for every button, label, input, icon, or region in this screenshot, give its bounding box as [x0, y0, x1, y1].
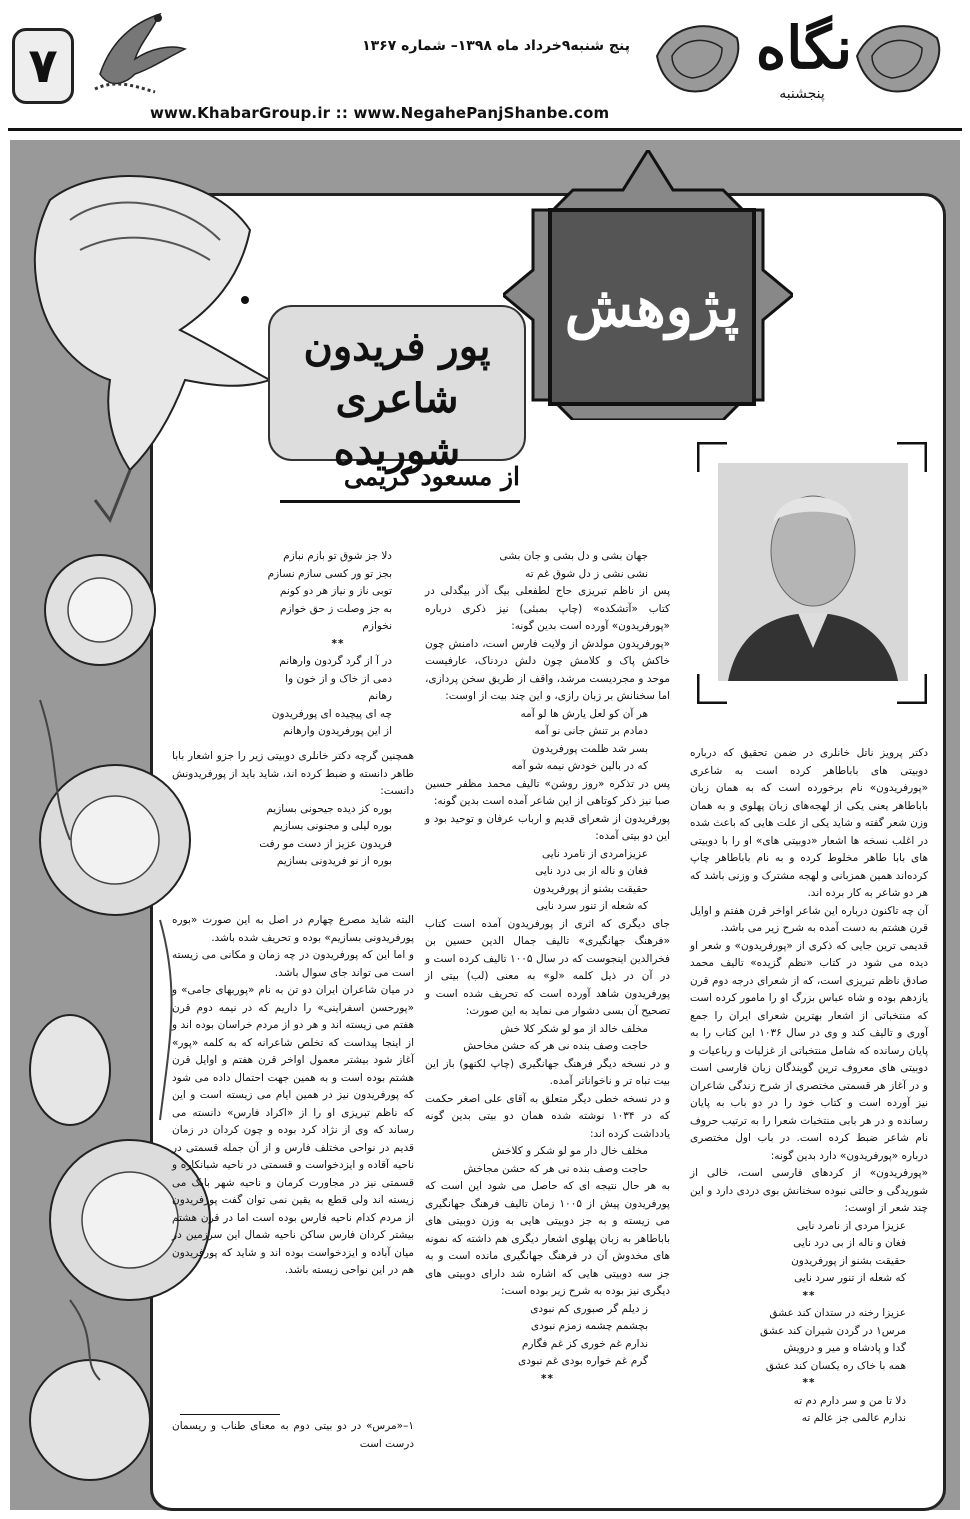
paragraph: آن چه تاکنون درباره این شاعر اواخر قرن هفتم و اوایل قرن هشتم به دست آمده به شرح زیر می باشد. — [690, 904, 928, 934]
verse-line: که در بالین خودش نیمه شو آمه — [511, 760, 648, 772]
paragraph: و در نسخه دیگر فرهنگ جهانگیری (چاپ لکنهو) باز این بیت تباه تر و ناخواناتر آمده. — [425, 1057, 670, 1087]
verse-line: چه ای پیچیده ای پورفریدون — [271, 707, 392, 720]
paragraph: پورفریدون از شعرای قدیم و ارباب عرفان و توحید بود و این دو بیتی آمده: — [425, 812, 670, 842]
paragraph: در میان شاعران ایران دو تن به نام «پوربهای جامی» و «پورحسن اسفراینی» را داریم که در نیمه دوم قرن هفتم می زیسته اند و هر دو از مردم خراسان بوده اند و از اینجا پیداست که تخلص شاعرانه که به کلمه «پور» آغاز شود بیشتر معمول اواخر قرن هفتم و اوایل قرن هشتم بوده است و به همین جهت احتمال داده می شود که پورفریدون نیز در همین ایام می زیسته است و این که ناظم تبریزی او را از «اکراد فارس» دانسته می رساند که وی از نژاد کرد بوده و چون کردان در زمان قدیم در نواحی مختلف فارس و از آن جمله قسمتی در ناحیه آقاده و ایزدخواست و قسمتی در ناحیه شبانکاره و قسمتی نیز در مجاورت کرمان و ناحیه شهر بابک می زیسته اند ولی قطع به یقین نمی توان گفت پورفریدون از مردم کدام ناحیه فارس بوده است اما در قرن هشتم بیشتر کردان فارس ساکن ناحیه شمال این سرزمین در میان آباده و ایزدخواست بوده اند و شاید که پورفریدون هم در این نواحی زیسته باشد. — [172, 984, 414, 1276]
verse-line: حاجت وصف بنده نی هر که حشن مخاحش — [463, 1040, 648, 1052]
stanza-separator: ** — [541, 1372, 554, 1385]
verse-line: عزیزامردی از نامرد نایی — [541, 847, 648, 860]
verse-line: دمی از خاک و از خون وا رهانم — [285, 672, 392, 702]
article-title-box — [268, 305, 526, 474]
paragraph: دکتر پرویز ناتل خانلری در ضمن تحقیق که درباره دوبیتی های باباطاهر کرده است به شاعری «پورفریدون» نام برخورده است که به همان زبان باباطاهر یعنی یکی از لهجه‌های زبان پهلوی و به همان وزن شعر گفته و شاید یکی از علت هایی که باعث شده در اغلب نسخه ها اشعار «دوبیتی های» او را با دوبیتی های بابا طاهر مخلوط کرده و به نام باباطاهر چاپ کرده‌اند همین همزبانی و لهجه مشترک و وزنی باشد که هر دو شاعر به کار برده اند. — [690, 747, 928, 899]
verse-line: مخلف خال دار مو لو شکر و کلاخش — [491, 1145, 648, 1157]
verse-line: عزیزا رخنه در ستدان کند عشق — [769, 1307, 906, 1319]
bird-icon — [35, 176, 270, 520]
newspaper-logo — [652, 8, 952, 104]
verse-line: به جز وصلت ز حق خوازم نخوازم — [279, 602, 392, 632]
paragraph: به هر حال نتیجه ای که حاصل می شود این است که پورفریدون پیش از ۱۰۰۵ زمان تالیف فرهنگ جهانگیری می زیسته و به جز دوبیتی هایی به وزن دوبیتی های باباطاهر به زبان پهلوی اشعار دیگری هم داشته که نمونه های مخدوش آن در فرهنگ جهانگیری مانده است و به جز سه دوبیتی هایی که اشاره شد دارای دوبیتی های دیگری نیز بوده به شرح زیر بوده است: — [425, 1180, 670, 1297]
verse-line: بچشمم چشمه زمزم نبودی — [530, 1320, 648, 1332]
verse-line: ندارم عالمی جز عالم ته — [801, 1412, 906, 1424]
verse-line: دلا جز شوق تو بازم نبازم — [283, 550, 392, 562]
verse-line: حقیقت بشنو از پورفریدون — [791, 1254, 906, 1267]
article-column-1 — [690, 745, 928, 1428]
website-urls: www.KhabarGroup.ir :: www.NegahePanjShanbe.com — [150, 104, 610, 122]
paragraph: همچنین گرچه دکتر خانلری دوبیتی زیر را جزو اشعار بابا طاهر دانسته و ضبط کرده اند، شاید باید از پورفریدونش دانست: — [172, 750, 414, 797]
verse-line: در آ از گرد گردون وارهانم — [279, 655, 392, 667]
stanza-separator: ** — [802, 1289, 816, 1302]
paragraph: «پورفریدون» از کردهای فارسی است، خالی از شوریدگی و حالتی نبوده سخنانش بوی دردی دارد و این چند شعر از اوست: — [690, 1167, 928, 1214]
paragraph: قدیمی ترین جایی که ذکری از «پورفریدون» و شعر او دیده می شود در کتاب «نظم گزیده» تالیف محمد صادق ناظم تبریزی است، که از شعرای درجه دوم قرن یازدهم بوده و شاه عباس بزرگ او را مامور کرده است که منتخباتی از اشعار بهترین شعرای ایران را جمع آوری و تالیف کند و وی در سال ۱۰۳۶ این کتاب را به پایان رسانده که شامل منتخباتی از غزلیات و رباعیات و دوبیتی های معروف ترین گویندگان زبان فارسی است و در آغاز هر قسمتی مختصری از شرح زندگی شاعران نیز آورده است و کتاب خود را در دو باب به پایان رسانده و در هر بابی منتخبات شعرا را به ترتیب حروف نام شاعر ضبط کرده است. در باب اول مختصری درباره «پورفریدون» دارد بدین گونه: — [690, 939, 928, 1162]
paragraph: «پورفریدون مولدش از ولایت فارس است، دامنش چون خاکش پاک و کلامش چون دلش دردناک، عارفیست موحد و مجردیست مرشد، واقف از طریق سخن پردازی، اما سخنانش بر زبان رازی، و این چند بیت از اوست: — [425, 637, 670, 702]
article-title-line1: پور فریدون — [303, 323, 491, 370]
verse-line: هر آن کو لعل یارش ها لو آمه — [520, 707, 648, 720]
verse-line: بوره کز دیده جیحونی بسازیم — [266, 802, 392, 815]
verse-line: گرم غم خواره بودی غم نبودی — [518, 1355, 648, 1367]
verse-line: نشی نشی ز دل شوق غم ته — [525, 567, 648, 580]
verse-line: جهان بشی و دل بشی و جان بشی — [499, 550, 648, 562]
verse-line: گدا و پادشاه و میر و درویش — [783, 1342, 906, 1354]
paragraph: پس از ناظم تبریزی حاج لطفعلی بیگ آذر بیگدلی در کتاب «آتشکده» (چاپ بمبئی) نیز ذکری درباره «پورفریدون» آورده است بدین گونه: — [425, 585, 670, 632]
verse-line: فریدون عزیز از دست مو رفت — [259, 837, 392, 850]
verse-line: مرس۱ در گردن شیران کند عشق — [760, 1324, 906, 1337]
paragraph: پس در تذکره «روز روشن» تالیف محمد مظفر حسین صبا نیز ذکر کوتاهی از این شاعر آمده است بدین گونه: — [425, 777, 670, 807]
stanza-separator: ** — [802, 1377, 816, 1389]
verse-line: ندارم غم خوری کز غم فگارم — [521, 1337, 648, 1350]
verse-line: همه با خاک ره یکسان کند عشق — [765, 1359, 906, 1372]
logo-wordmark: نگاه — [755, 14, 853, 82]
article-column-2 — [425, 548, 670, 1388]
footnote — [172, 1418, 414, 1453]
verse-line: که شعله از تنور سرد نایی — [794, 1272, 906, 1284]
verse-line: مخلف خالد از مو لو شکر کلا خش — [500, 1022, 648, 1035]
page-number: ۷ — [12, 28, 74, 104]
verse-line: فغان و ناله از بی درد نایی — [535, 865, 648, 877]
portrait-icon — [718, 463, 908, 681]
verse-line: بجز تو ور کسی سازم نسازم — [267, 567, 392, 580]
verse-line: ز دیلم گر صبوری کم نبودی — [530, 1302, 648, 1315]
verse-line: عزیزا مردی از نامرد نایی — [796, 1219, 906, 1232]
article-column-4 — [172, 748, 414, 871]
paragraph: جای دیگری که اثری از پورفریدون آمده است کتاب «فرهنگ جهانگیری» تالیف جمال الدین حسین بن فخرالدین اینجوست که در سال ۱۰۰۵ تالیف کرده است و در آن در ذیل کلمه «لو» به معنی (لب) بیتی از پورفریدون شاهد آورده است که تحریف شده است و تصحیح آن بسی دشوار می نماید به این صورت: — [425, 917, 670, 1017]
paragraph: البته شاید مصرع چهارم در اصل به این صورت «بوره پورفریدونی بسازیم» بوده و تحریف شده باشد. — [172, 914, 414, 944]
verse-line: حاجت وصف بنده نی هر که حشن مجاخش — [463, 1162, 648, 1175]
paragraph: و در نسخه خطی دیگر متعلق به آقای علی اصغر حکمت که در ۱۰۳۴ نوشته شده همان دو بیتی بدین گونه یادداشت کرده اند: — [425, 1092, 670, 1140]
paragraph: و اما این که پورفریدون در چه زمان و مکانی می زیسته است می تواند جای سوال باشد. — [172, 949, 414, 979]
byline-rule — [280, 500, 520, 503]
footnote-divider — [180, 1414, 280, 1415]
stanza-separator: ** — [331, 637, 345, 650]
verse-line: بسر شد ظلمت پورفریدون — [531, 742, 648, 755]
phoenix-ornament-icon — [80, 4, 190, 96]
article-column-5 — [172, 912, 414, 1280]
article-column-3 — [262, 548, 414, 741]
verse-line: بوره از نو فریدونی بسازیم — [276, 855, 392, 867]
verse-line: حقیقت بشنو از پورفریدون — [533, 882, 648, 895]
verse-line: که شعله از تنور سرد نایی — [536, 900, 648, 912]
footnote-text: ۱–«مرس» در دو بیتی دوم به معنای طناب و ریسمان درست است — [172, 1420, 414, 1450]
logo-subtitle: پنجشنبه — [779, 86, 825, 102]
verse-line: فغان و ناله از بی درد نایی — [793, 1237, 906, 1249]
verse-line: توبی ناز و نیاز هر دو کونم — [279, 585, 392, 597]
author-photo — [718, 463, 908, 681]
verse-line: از این پورفریدون وارهانم — [283, 725, 392, 737]
verse-line: دلا تا من و سر دارم دم ته — [793, 1394, 906, 1407]
header-divider — [8, 128, 962, 131]
section-tag — [548, 208, 756, 406]
verse-line: دمادم بر تنش جانی نو آمه — [534, 725, 648, 737]
issue-date: پنج شنبه۹خرداد ماه ۱۳۹۸– شماره ۱۳۶۷ — [362, 38, 630, 54]
article-title-line2: شاعری شوریده — [333, 375, 461, 474]
section-tag-label: پژوهش — [564, 274, 740, 340]
byline: از مسعود کریمی — [343, 462, 520, 491]
verse-line: بوره لیلی و مجنونی بسازیم — [272, 820, 392, 832]
